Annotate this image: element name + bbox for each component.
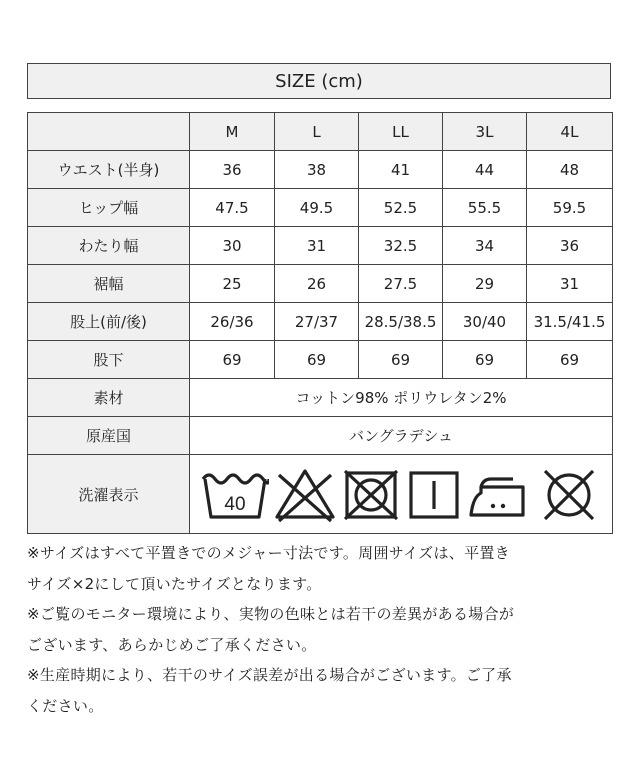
note-line: ※サイズはすべて平置きでのメジャー寸法です。周囲サイズは、平置き bbox=[27, 544, 510, 562]
row-label: 裾幅 bbox=[28, 265, 190, 303]
table-row-hem bbox=[28, 265, 613, 303]
table-cell: 30/40 bbox=[443, 303, 527, 341]
table-cell: 47.5 bbox=[190, 189, 275, 227]
table-cell: 69 bbox=[359, 341, 443, 379]
table-cell: 31 bbox=[527, 265, 613, 303]
table-cell: 27/37 bbox=[275, 303, 359, 341]
care-icons-cell bbox=[190, 455, 613, 534]
table-cell: 27.5 bbox=[359, 265, 443, 303]
care-icons bbox=[190, 465, 612, 523]
table-row-waist bbox=[28, 151, 613, 189]
table-cell: 69 bbox=[527, 341, 613, 379]
table-cell: 69 bbox=[275, 341, 359, 379]
table-cell: 41 bbox=[359, 151, 443, 189]
row-label: 素材 bbox=[28, 379, 190, 417]
header-cell-ll: LL bbox=[359, 113, 443, 151]
table-row-origin bbox=[28, 417, 613, 455]
header-cell-m: M bbox=[190, 113, 275, 151]
row-label: 原産国 bbox=[28, 417, 190, 455]
table-cell: 32.5 bbox=[359, 227, 443, 265]
table-row-material bbox=[28, 379, 613, 417]
table-cell: 26 bbox=[275, 265, 359, 303]
row-label: ヒップ幅 bbox=[28, 189, 190, 227]
origin-value: バングラデシュ bbox=[190, 417, 613, 455]
table-cell: 52.5 bbox=[359, 189, 443, 227]
note-line: ください。 bbox=[27, 696, 104, 715]
note-line: サイズ×2にして頂いたサイズとなります。 bbox=[27, 574, 322, 593]
note-line: ございます、あらかじめご了承ください。 bbox=[27, 635, 317, 654]
table-cell: 29 bbox=[443, 265, 527, 303]
row-label: ウエスト(半身) bbox=[28, 151, 190, 189]
material-value: コットン98% ポリウレタン2% bbox=[190, 379, 613, 417]
table-cell: 31 bbox=[275, 227, 359, 265]
table-cell: 30 bbox=[190, 227, 275, 265]
row-label: 洗濯表示 bbox=[28, 455, 190, 534]
table-cell: 59.5 bbox=[527, 189, 613, 227]
header-cell-4l: 4L bbox=[527, 113, 613, 151]
line-dry-icon bbox=[405, 465, 463, 523]
table-cell: 44 bbox=[443, 151, 527, 189]
size-table bbox=[27, 112, 613, 534]
note-line: ※生産時期により、若干のサイズ誤差が出る場合がございます。ご了承 bbox=[27, 666, 512, 684]
wash-40-icon bbox=[201, 465, 269, 523]
table-cell: 25 bbox=[190, 265, 275, 303]
note-line: ※ご覧のモニター環境により、実物の色味とは若干の差異がある場合が bbox=[27, 605, 515, 623]
table-cell: 36 bbox=[527, 227, 613, 265]
row-label: 股下 bbox=[28, 341, 190, 379]
table-row-thigh bbox=[28, 227, 613, 265]
size-notes bbox=[27, 538, 617, 721]
iron-low-icon bbox=[467, 465, 533, 523]
table-cell: 55.5 bbox=[443, 189, 527, 227]
table-cell: 49.5 bbox=[275, 189, 359, 227]
table-row-care bbox=[28, 455, 613, 534]
table-cell: 28.5/38.5 bbox=[359, 303, 443, 341]
table-cell: 48 bbox=[527, 151, 613, 189]
header-cell-blank bbox=[28, 113, 190, 151]
table-cell: 26/36 bbox=[190, 303, 275, 341]
wash-temp-label: 40 bbox=[224, 494, 246, 515]
table-cell: 34 bbox=[443, 227, 527, 265]
size-table-title: SIZE (cm) bbox=[27, 63, 611, 99]
row-label: わたり幅 bbox=[28, 227, 190, 265]
table-cell: 36 bbox=[190, 151, 275, 189]
table-header-row bbox=[28, 113, 613, 151]
no-bleach-icon bbox=[273, 465, 337, 523]
table-row-hip bbox=[28, 189, 613, 227]
header-cell-3l: 3L bbox=[443, 113, 527, 151]
table-row-inseam bbox=[28, 341, 613, 379]
table-cell: 31.5/41.5 bbox=[527, 303, 613, 341]
no-dry-clean-icon bbox=[537, 465, 601, 523]
table-row-rise bbox=[28, 303, 613, 341]
table-cell: 69 bbox=[190, 341, 275, 379]
table-cell: 69 bbox=[443, 341, 527, 379]
row-label: 股上(前/後) bbox=[28, 303, 190, 341]
table-cell: 38 bbox=[275, 151, 359, 189]
no-tumble-dry-icon bbox=[341, 465, 401, 523]
header-cell-l: L bbox=[275, 113, 359, 151]
